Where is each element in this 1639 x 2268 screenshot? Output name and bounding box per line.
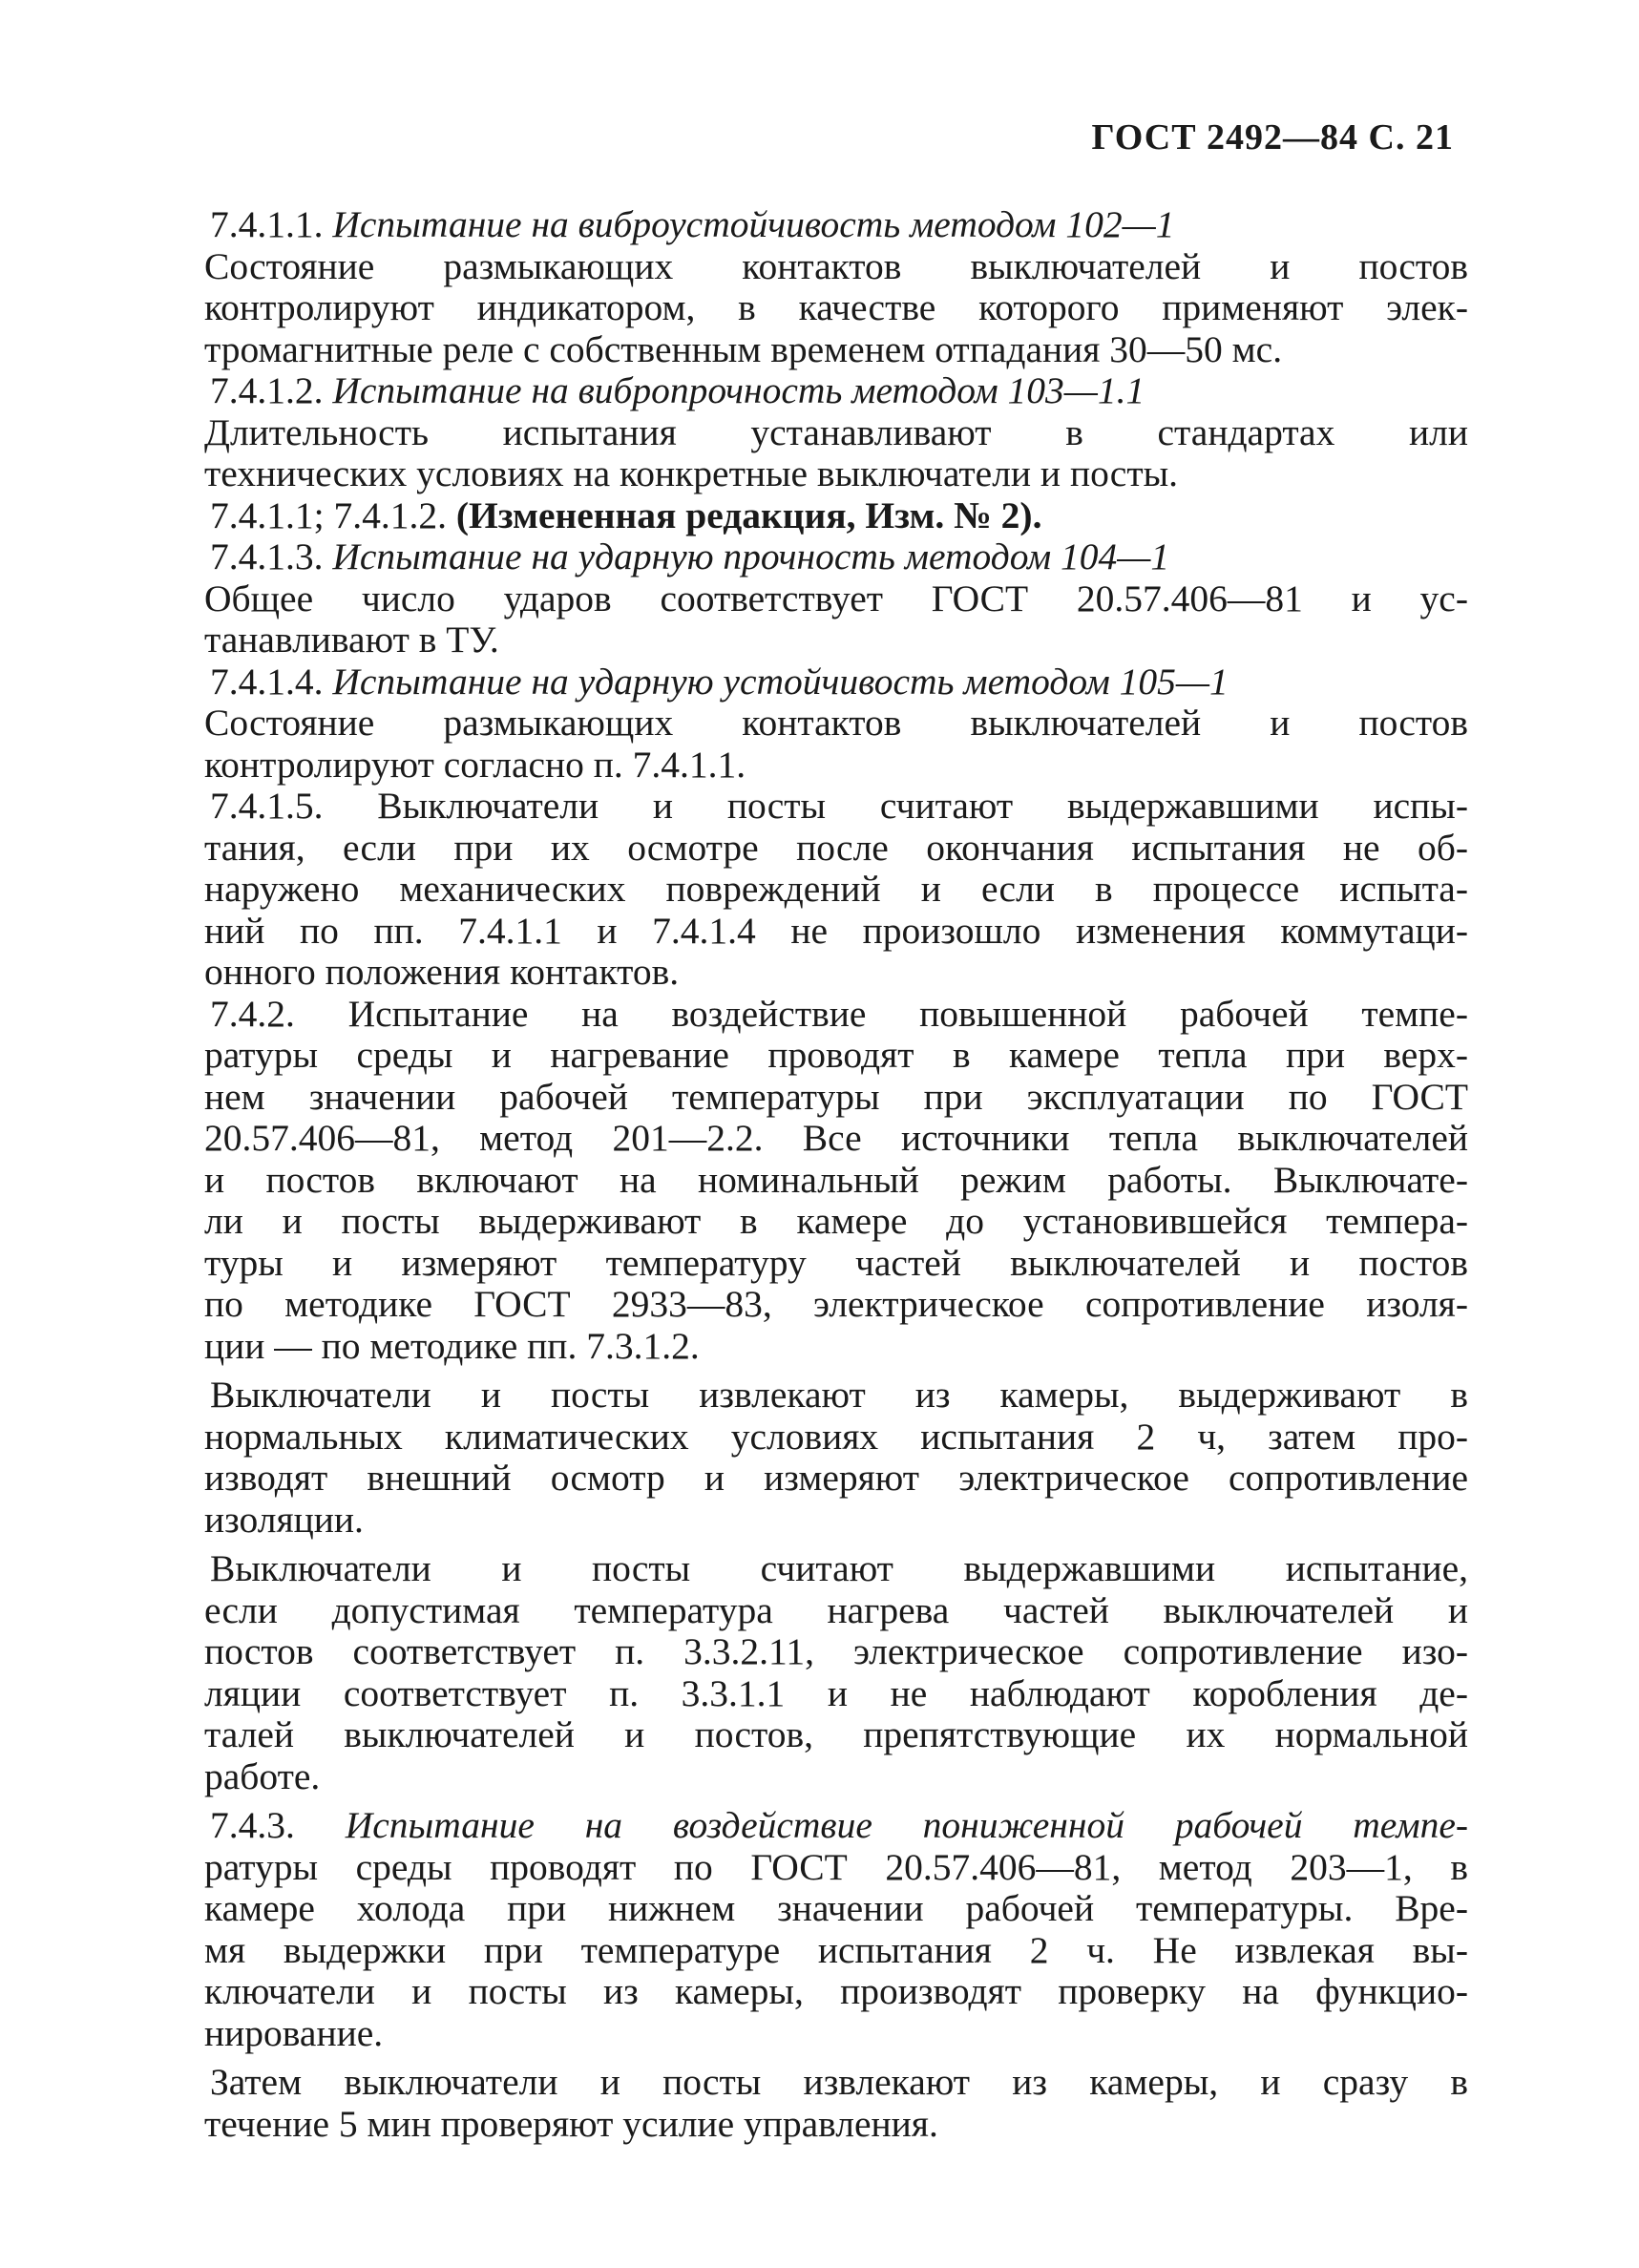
- text-line: Состояние размыкающих контактов выключателей и постов: [204, 702, 1468, 744]
- text-line: [204, 204, 1468, 246]
- text-line: мя выдержки при температуре испытания 2 ч. Не извлекая вы-: [204, 1928, 1468, 1971]
- paragraph: [204, 1375, 1468, 1541]
- section-title: Испытание на вибропрочность методом 103—1.1: [332, 369, 1145, 411]
- paragraph: [204, 370, 1468, 495]
- text-line: талей выключателей и постов, препятствующие их нормальной: [204, 1713, 1468, 1755]
- page-header: ГОСТ 2492—84 С. 21: [1091, 117, 1454, 158]
- paragraph: [204, 662, 1468, 787]
- paragraph: [204, 204, 1468, 370]
- text-line: изводят внешний осмотр и измеряют электрическое сопротивление: [204, 1457, 1468, 1499]
- text-line: Состояние размыкающих контактов выключателей и постов: [204, 244, 1468, 287]
- paragraph: [204, 495, 1468, 537]
- text-line: технических условиях на конкретные выключатели и посты.: [204, 452, 1179, 494]
- text-line: ратуры среды и нагревание проводят в камере тепла при верх-: [204, 1034, 1468, 1076]
- text-line: постов соответствует п. 3.3.2.11, электрическое сопротивление изо-: [204, 1630, 1468, 1672]
- text-line: Затем выключатели и посты извлекают из камеры, и сразу в: [210, 2061, 1468, 2103]
- document-body: [204, 204, 1468, 2145]
- paragraph: [204, 1548, 1468, 1797]
- section-title: Испытание на ударную прочность методом 104—1: [332, 536, 1170, 578]
- text-line: нем значении рабочей температуры при эксплуатации по ГОСТ: [204, 1075, 1468, 1118]
- section-number: 7.4.1.1; 7.4.1.2.: [210, 494, 447, 536]
- paragraph: [204, 994, 1468, 1368]
- text-line: тания, если при их осмотре после окончания испытания не об-: [204, 826, 1468, 869]
- paragraph: [204, 786, 1468, 994]
- section-title: Испытание на виброустойчивость методом 102—1: [332, 203, 1175, 245]
- amendment-note: (Измененная редакция, Изм. № 2).: [455, 494, 1042, 536]
- text-line: туры и измеряют температуру частей выключателей и постов: [204, 1241, 1468, 1284]
- text-line: Длительность испытания устанавливают в стандартах или: [204, 410, 1468, 453]
- text-line: наружено механических повреждений и если в процессе испыта-: [204, 868, 1468, 910]
- text-line: ляции соответствует п. 3.3.1.1 и не наблюдают коробления де-: [204, 1671, 1468, 1714]
- text-line: 20.57.406—81, метод 201—2.2. Все источники тепла выключателей: [204, 1117, 1468, 1159]
- text-line: тромагнитные реле с собственным временем отпадания 30—50 мс.: [204, 327, 1283, 370]
- text-line: онного положения контактов.: [204, 951, 680, 993]
- text-line: контролируют индикатором, в качестве которого применяют элек-: [204, 286, 1468, 328]
- text-line: ний по пп. 7.4.1.1 и 7.4.1.4 не произошло изменения коммутаци-: [204, 909, 1468, 952]
- text-line: изоляции.: [204, 1498, 364, 1541]
- text-line: работе.: [204, 1754, 321, 1797]
- text-line: ратуры среды проводят по ГОСТ 20.57.406—81, метод 203—1, в: [204, 1845, 1468, 1888]
- section-title: Испытание на воздействие пониженной рабочей темпе-: [345, 1804, 1469, 1846]
- text-line: 7.4.1.5. Выключатели и посты считают выдержавшими испы-: [210, 785, 1468, 827]
- paragraph: [204, 536, 1468, 662]
- section-number: 7.4.1.4.: [210, 660, 324, 703]
- text-line: [204, 495, 1468, 537]
- section-number: 7.4.1.1.: [210, 203, 324, 245]
- text-line: танавливают в ТУ.: [204, 619, 499, 661]
- text-line: если допустимая температура нагрева частей выключателей и: [204, 1588, 1468, 1631]
- text-line: ключатели и посты из камеры, производят проверку на функцио-: [204, 1970, 1468, 2012]
- text-line: [204, 662, 1468, 704]
- text-line: Выключатели и посты извлекают из камеры, выдерживают в: [210, 1374, 1468, 1416]
- section-number: 7.4.1.3.: [210, 536, 324, 578]
- text-line: Выключатели и посты считают выдержавшими испытание,: [210, 1547, 1468, 1589]
- text-line: по методике ГОСТ 2933—83, электрическое сопротивление изоля-: [204, 1283, 1468, 1325]
- text-line: Общее число ударов соответствует ГОСТ 20.57.406—81 и ус-: [204, 577, 1468, 620]
- text-line: контролируют согласно п. 7.4.1.1.: [204, 743, 746, 786]
- text-line: 7.4.2. Испытание на воздействие повышенной рабочей темпе-: [210, 992, 1468, 1035]
- text-line: нирование.: [204, 2011, 384, 2054]
- text-line: [204, 536, 1468, 578]
- section-number: 7.4.3.: [210, 1804, 295, 1846]
- text-line: течение 5 мин проверяют усилие управления.: [204, 2102, 938, 2145]
- text-line: и постов включают на номинальный режим работы. Выключате-: [204, 1158, 1468, 1201]
- text-line: ции — по методике пп. 7.3.1.2.: [204, 1324, 700, 1367]
- section-title: Испытание на ударную устойчивость методом 105—1: [332, 660, 1229, 703]
- text-line: [204, 1805, 1468, 1847]
- paragraph: [204, 2062, 1468, 2145]
- text-line: нормальных климатических условиях испытания 2 ч, затем про-: [204, 1415, 1468, 1458]
- section-number: 7.4.1.2.: [210, 369, 324, 411]
- paragraph: [204, 1805, 1468, 2054]
- text-line: ли и посты выдерживают в камере до установившейся темпера-: [204, 1200, 1468, 1242]
- text-line: [204, 370, 1468, 412]
- text-line: камере холода при нижнем значении рабочей температуры. Вре-: [204, 1887, 1468, 1929]
